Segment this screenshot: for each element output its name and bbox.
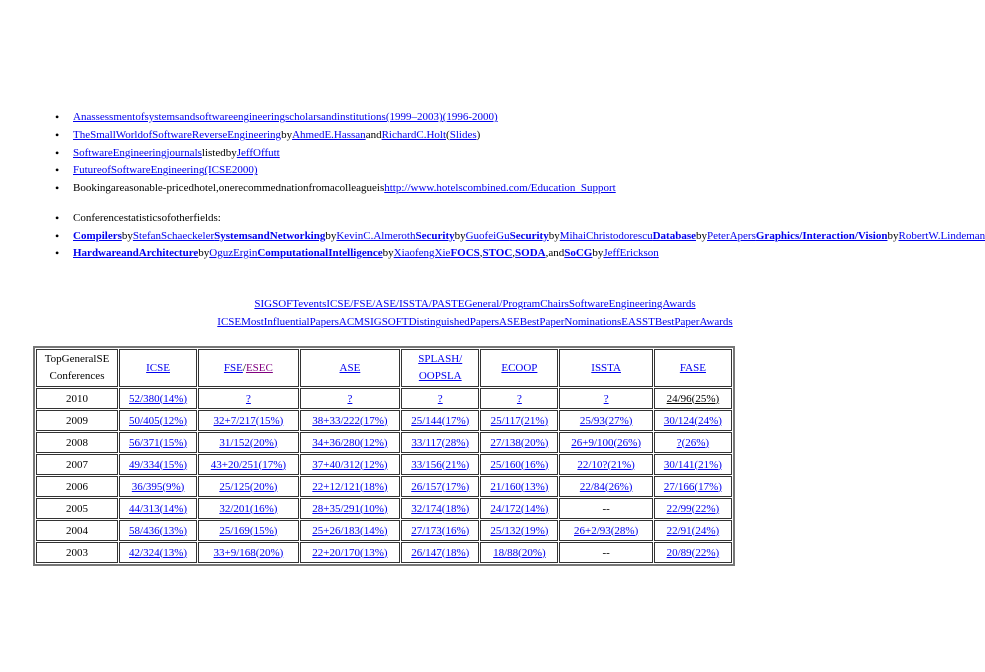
inline-text: by [121,229,133,242]
stat-cell [480,454,558,475]
inline-text: by [592,247,604,259]
stat-cell [401,476,479,497]
conference-stats-list [55,210,985,263]
security-link[interactable]: Security [509,229,549,242]
splash-header-link[interactable]: SPLASH/ [418,353,463,365]
stat-link[interactable]: ? [437,392,443,405]
stat-link[interactable]: 32/201(16%) [219,502,278,515]
list-item [55,109,915,127]
stat-cell [401,388,479,409]
issta-header-link[interactable]: ISSTA [591,361,621,374]
year-cell: 2004 [36,520,118,541]
inline-text: by [696,229,707,242]
stat-cell [198,388,299,409]
stat-cell [119,520,197,541]
stat-link[interactable]: 25/132(19%) [490,524,549,537]
jefferickson-link[interactable]: JeffErickson [603,247,659,259]
inline-text: ( [446,128,450,141]
stat-link[interactable]: 52/380(14%) [129,392,188,405]
stat-cell [480,388,558,409]
esec-header-link[interactable]: ESEC [245,361,273,374]
inline-text: by [887,229,899,242]
table-row [36,476,732,497]
table-row [36,542,732,563]
stat-link[interactable]: 20/89(22%) [666,546,720,559]
compilers-link[interactable]: Compilers [73,229,122,242]
thesmallworldofsoftwarereverseengineering-link[interactable]: TheSmallWorldofSoftwareReverseEngineering [73,128,282,141]
icse-header-link[interactable]: ICSE [146,361,170,374]
stat-link[interactable]: ?(26%) [676,436,710,449]
table-row [36,410,732,431]
conference-stats-line [55,228,985,246]
conference-stats-intro: • Conferencestatisticsofotherfields: [55,210,875,228]
stat-link[interactable]: 58/436(13%) [129,524,188,537]
stat-link[interactable]: 37+40/312(12%) [312,458,388,471]
stat-cell [654,410,732,431]
column-header-issta [559,349,652,387]
stat-cell [119,542,197,563]
stat-link[interactable]: 38+33/222(17%) [312,414,388,427]
stat-link[interactable]: 43+20/251(17%) [210,458,287,471]
stat-cell [559,542,652,563]
stat-link[interactable]: 49/334(15%) [129,458,188,471]
stat-cell [300,410,401,431]
column-header-ase [300,349,401,387]
stat-link[interactable]: 32/174(18%) [411,502,470,515]
column-header-fse [198,349,299,387]
year-cell: 2005 [36,498,118,519]
awards-links-row [0,295,950,313]
stat-cell [300,542,401,563]
stat-cell [654,520,732,541]
stoc-link[interactable]: STOC [482,247,513,259]
stat-cell [401,520,479,541]
http-www-hotelscombined-com-education-support-link[interactable]: http://www.hotelscombined.com/Education_Support [384,182,616,195]
inline-text: by [382,247,394,259]
stat-link[interactable]: 21/160(13%) [490,480,549,493]
stat-link[interactable]: 30/141(21%) [663,458,722,471]
graphics-interaction-vision-link[interactable]: Graphics/Interaction/Vision [755,229,888,242]
stat-link[interactable]: 30/124(24%) [663,414,722,427]
stat-value: -- [602,502,610,515]
oopsla-header-link[interactable]: OOPSLA [418,370,462,382]
table-header-row [36,349,732,387]
stat-link[interactable]: 27/138(20%) [490,436,549,449]
stat-cell [198,476,299,497]
stat-link[interactable]: 22/10?(21%) [577,458,635,471]
stat-cell [119,454,197,475]
ahmede-hassan-link[interactable]: AhmedE.Hassan [292,128,366,141]
focs-link[interactable]: FOCS [450,247,480,259]
stat-link[interactable]: ? [516,392,522,405]
stat-link[interactable]: ? [245,392,251,405]
stat-cell [300,520,401,541]
stat-link[interactable]: 25/169(15%) [219,524,278,537]
stat-link[interactable]: 33/117(28%) [411,436,470,449]
award-link[interactable]: ACMSIGSOFTDistinguishedPapers [338,316,500,328]
stat-cell [198,520,299,541]
award-link[interactable]: General/ProgramChairs [464,298,569,310]
column-header-splash [401,349,479,387]
computationalintelligence-link[interactable]: ComputationalIntelligence [257,247,383,259]
stat-link[interactable]: 56/371(15%) [129,436,188,449]
stat-link[interactable]: 34+36/280(12%) [312,436,388,449]
stat-cell [654,388,732,409]
column-header-icse [119,349,197,387]
stat-cell [401,410,479,431]
corner-label-line: TopGeneralSE [44,353,110,365]
stat-link[interactable]: 25/117(21%) [490,414,549,427]
stat-cell [198,410,299,431]
oguzergin-link[interactable]: OguzErgin [209,247,258,259]
year-cell: 2008 [36,432,118,453]
stat-cell [480,498,558,519]
conference-stats-line [55,245,875,263]
softwareengineeringjournals-link[interactable]: SoftwareEngineeringjournals [73,146,202,159]
stat-cell [480,432,558,453]
stat-link[interactable]: 26/147(18%) [411,546,470,559]
stat-cell [119,410,197,431]
stat-link[interactable]: ? [347,392,353,405]
guofeigu-link[interactable]: GuofeiGu [465,229,510,242]
socg-link[interactable]: SoCG [564,247,593,259]
list-item [55,180,915,198]
stat-value: -- [602,546,610,559]
stat-cell [559,410,652,431]
ase-header-link[interactable]: ASE [339,361,361,374]
inline-text: , [512,247,516,259]
inline-text: listedby [201,146,237,159]
stat-link[interactable]: 25/144(17%) [411,414,470,427]
inline-text: Bookingareasonable-pricedhotel,onerecommednationfromacolleagueis [73,182,385,195]
inline-text: by [325,229,337,242]
stat-link[interactable]: 50/405(12%) [129,414,188,427]
stat-cell [300,476,401,497]
list-item [55,162,915,180]
mihaichristodorescu-link[interactable]: MihaiChristodorescu [559,229,653,242]
stat-cell [654,454,732,475]
column-header-ecoop [480,349,558,387]
inline-text: ,and [545,247,565,259]
table-row [36,432,732,453]
stat-link[interactable]: 22/99(22%) [666,502,720,515]
stat-cell [401,432,479,453]
list-item [55,127,915,145]
security-link[interactable]: Security [415,229,455,242]
header-separator: / [242,361,246,374]
stat-link[interactable]: 25/93(27%) [579,414,633,427]
column-header-fase [654,349,732,387]
stat-link[interactable]: 25/125(20%) [219,480,278,493]
xiaofengxie-link[interactable]: XiaofengXie [393,247,451,259]
stat-cell [480,410,558,431]
stat-cell [654,498,732,519]
stat-link[interactable]: 26+9/100(26%) [571,436,641,449]
stat-link[interactable]: 25/160(16%) [490,458,549,471]
stat-cell [480,542,558,563]
soda-link[interactable]: SODA [515,247,546,259]
year-cell: 2006 [36,476,118,497]
peterapers-link[interactable]: PeterApers [707,229,756,242]
inline-text: , [479,247,483,259]
award-link[interactable]: SoftwareEngineeringAwards [568,298,696,310]
stat-cell [198,432,299,453]
stat-cell [559,520,652,541]
stat-cell [401,542,479,563]
fase-header-link[interactable]: FASE [679,361,706,374]
stat-link[interactable]: 22/91(24%) [666,524,720,537]
stat-link[interactable]: ? [603,392,609,405]
stat-cell [198,542,299,563]
table-corner-label [36,349,118,387]
inline-text: and [365,128,382,141]
stat-link[interactable]: 44/313(14%) [129,502,188,515]
list-item [55,145,915,163]
stat-link[interactable]: 27/166(17%) [663,480,722,493]
stat-cell [654,542,732,563]
stat-cell [401,498,479,519]
stat-cell [654,432,732,453]
award-link[interactable]: ICSE/FSE/ASE/ISSTA/PASTE [326,298,465,310]
jeffoffutt-link[interactable]: JeffOffutt [236,146,280,159]
database-link[interactable]: Database [652,229,696,242]
year-cell: 2009 [36,410,118,431]
stat-link[interactable]: 27/173(16%) [411,524,470,537]
stat-link[interactable]: 32+7/217(15%) [213,414,284,427]
stat-cell [559,388,652,409]
stat-cell [480,520,558,541]
stat-link[interactable]: 22+12/121(18%) [312,480,388,493]
stat-cell [300,388,401,409]
resource-links-list [55,109,915,198]
table-row [36,454,732,475]
hardwareandarchitecture-link[interactable]: HardwareandArchitecture [73,247,199,259]
stat-link[interactable]: 24/96(25%) [666,392,720,405]
stat-link[interactable]: 28+35/291(10%) [312,502,388,515]
conference-acceptance-table [33,346,735,566]
stat-link[interactable]: 18/88(20%) [493,546,546,559]
award-link[interactable]: SIGSOFTevents [254,298,327,310]
future-of-se-link[interactable]: FutureofSoftwareEngineering(ICSE2000) [73,164,258,177]
stefanschaeckeler-link[interactable]: StefanSchaeckeler [132,229,215,242]
year-cell: 2003 [36,542,118,563]
systemsandnetworking-link[interactable]: SystemsandNetworking [214,229,326,242]
stat-link[interactable]: 24/172(14%) [490,502,549,515]
stat-cell [300,498,401,519]
stat-cell [559,432,652,453]
inline-text: by [281,128,293,141]
stat-cell [119,476,197,497]
award-link[interactable]: ICSEMostInfluentialPapers [217,316,339,328]
ecoop-header-link[interactable]: ECOOP [501,361,538,374]
award-link[interactable]: ASEBestPaperNominations [499,316,622,328]
award-link[interactable]: EASSTBestPaperAwards [621,316,733,328]
stat-cell [654,476,732,497]
slides-link[interactable]: Slides [449,128,477,141]
inline-text: by [198,247,210,259]
stat-link[interactable]: 33/156(21%) [411,458,470,471]
stat-link[interactable]: 33+9/168(20%) [213,546,284,559]
stat-link[interactable]: 25+26/183(14%) [312,524,388,537]
stat-cell [300,432,401,453]
fse-header-link[interactable]: FSE [223,361,243,374]
stat-link[interactable]: 22+20/170(13%) [312,546,388,559]
stat-cell [198,498,299,519]
stat-cell [559,476,652,497]
stat-link[interactable]: 31/152(20%) [219,436,278,449]
stat-link[interactable]: 42/324(13%) [129,546,188,559]
table-row [36,388,732,409]
robertw-lindeman-link[interactable]: RobertW.Lindeman [898,229,985,242]
stat-cell [559,498,652,519]
stat-cell [559,454,652,475]
year-cell: 2007 [36,454,118,475]
awards-links-row [0,313,950,331]
inline-text: by [548,229,560,242]
stat-link[interactable]: 26/157(17%) [411,480,470,493]
stat-link[interactable]: 26+2/93(28%) [574,524,639,537]
stat-link[interactable]: 22/84(26%) [579,480,633,493]
year-cell: 2010 [36,388,118,409]
table-row [36,498,732,519]
inline-text: ) [476,128,481,141]
stat-cell [119,498,197,519]
table-row [36,520,732,541]
scholars-assessment-link[interactable]: Anassessmentofsystemsandsoftwareengineeringscholarsandinstitutions(1999–2003)(1996-2000) [73,111,498,123]
stat-cell [401,454,479,475]
stat-cell [119,432,197,453]
stat-cell [198,454,299,475]
stat-cell [300,454,401,475]
stat-cell [119,388,197,409]
stat-cell [480,476,558,497]
richardc-holt-link[interactable]: RichardC.Holt [381,128,447,141]
inline-text: by [454,229,466,242]
stat-link[interactable]: 36/395(9%) [131,480,185,493]
corner-label-line: Conferences [49,370,105,382]
kevinc-almeroth-link[interactable]: KevinC.Almeroth [336,229,416,242]
